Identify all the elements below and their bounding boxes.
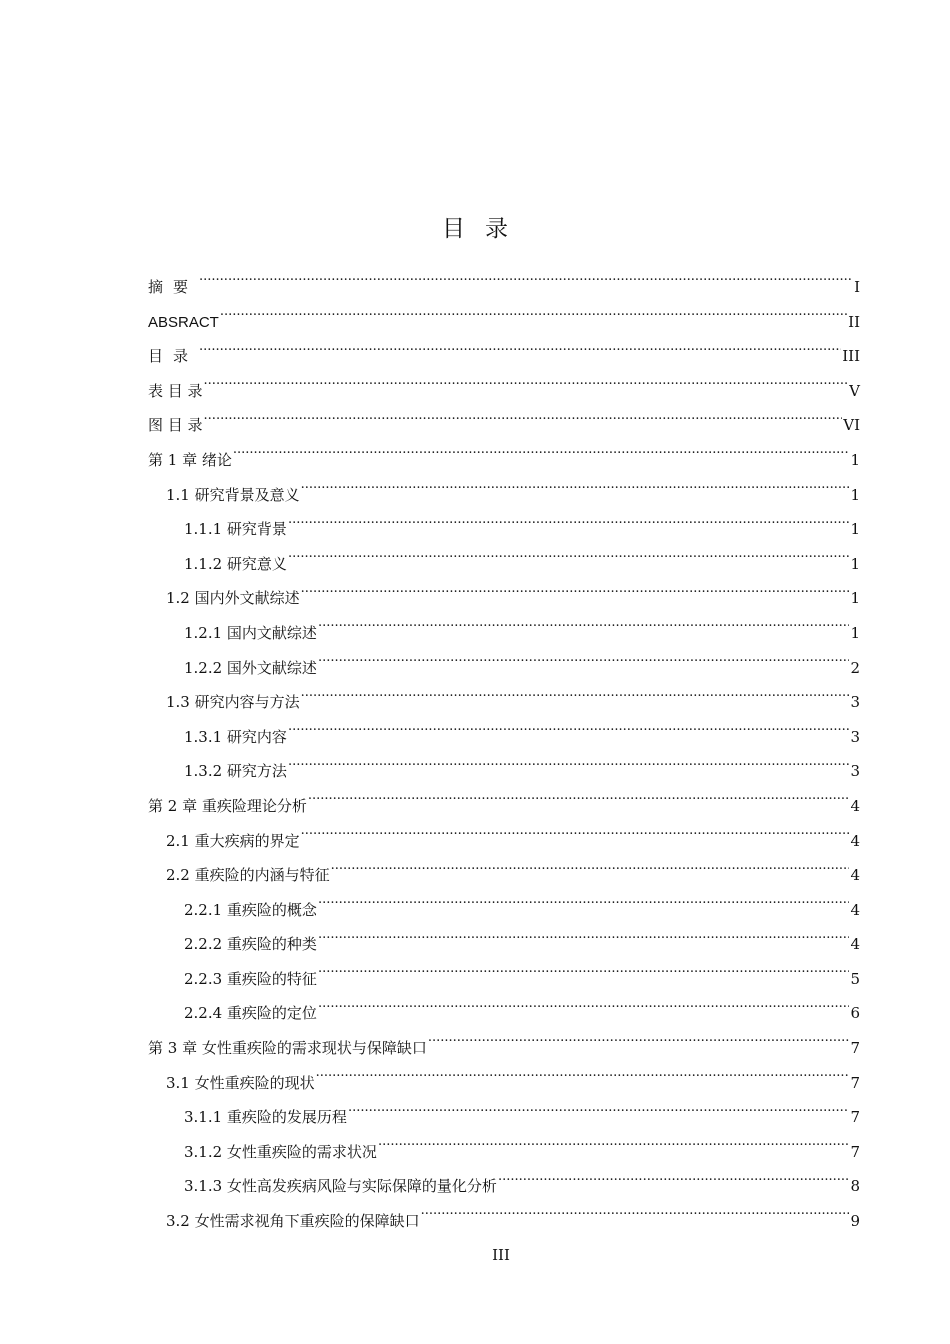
toc-entry[interactable] xyxy=(148,858,860,893)
footer-page-number: III xyxy=(492,1246,510,1264)
toc-entry-label: ABSRACT xyxy=(148,313,219,331)
toc-entry-page-number: III xyxy=(842,347,860,366)
toc-entry-label: 3.1.1 重疾险的发展历程 xyxy=(184,1108,347,1127)
toc-entry[interactable] xyxy=(148,581,860,616)
page-title: 目录 xyxy=(442,216,528,242)
toc-entry-page-number: 3 xyxy=(850,693,860,712)
toc-entry[interactable] xyxy=(148,1135,860,1170)
toc-dot-leader xyxy=(308,796,850,811)
toc-entry-label: 1.3.1 研究内容 xyxy=(184,727,287,746)
toc-dot-leader xyxy=(316,1073,850,1088)
toc-dot-leader xyxy=(498,1176,850,1191)
toc-dot-leader xyxy=(301,485,850,500)
toc-dot-leader xyxy=(204,415,843,430)
toc-entry[interactable] xyxy=(148,616,860,651)
toc-entry-page-number: 4 xyxy=(850,831,860,850)
toc-dot-leader xyxy=(318,934,850,949)
toc-entry[interactable] xyxy=(148,754,860,789)
toc-dot-leader xyxy=(288,554,850,569)
toc-dot-leader xyxy=(204,381,849,396)
toc-entry-page-number: 2 xyxy=(850,658,860,677)
toc-entry-page-number: 4 xyxy=(850,935,860,954)
toc-entry-label: 目录 xyxy=(148,347,199,366)
toc-dot-leader xyxy=(288,727,850,742)
toc-entry-page-number: 8 xyxy=(850,1177,860,1196)
toc-entry-label: 1.2.1 国内文献综述 xyxy=(184,623,317,642)
toc-entry-page-number: 3 xyxy=(850,762,860,781)
toc-dot-leader xyxy=(301,692,850,707)
toc-entry-label: 1.1.1 研究背景 xyxy=(184,520,287,539)
toc-entry-label: 2.2.2 重疾险的种类 xyxy=(184,935,317,954)
toc-entry-page-number: 7 xyxy=(850,1108,860,1127)
toc-entry-page-number: 1 xyxy=(850,623,860,642)
toc-dot-leader xyxy=(318,969,850,984)
toc-dot-leader xyxy=(199,346,841,361)
toc-dot-leader xyxy=(318,658,850,673)
toc-entry[interactable] xyxy=(148,547,860,582)
toc-dot-leader xyxy=(318,623,850,638)
toc-entry[interactable] xyxy=(148,1169,860,1204)
toc-entry[interactable] xyxy=(148,824,860,859)
toc-entry-page-number: 7 xyxy=(850,1142,860,1161)
toc-entry[interactable] xyxy=(148,1204,860,1239)
toc-dot-leader xyxy=(318,900,850,915)
toc-entry-label: 2.2 重疾险的内涵与特征 xyxy=(166,866,330,885)
toc-entry-label: 3.1.2 女性重疾险的需求状况 xyxy=(184,1142,377,1161)
toc-entry-page-number: 1 xyxy=(850,520,860,539)
toc-entry-label: 3.1.3 女性高发疾病风险与实际保障的量化分析 xyxy=(184,1177,497,1196)
toc-entry[interactable] xyxy=(148,927,860,962)
toc-dot-leader xyxy=(301,831,850,846)
toc-entry-label: 第 2 章 重疾险理论分析 xyxy=(148,796,307,815)
toc-entry-page-number: 1 xyxy=(850,450,860,469)
toc-entry-page-number: 9 xyxy=(850,1212,860,1231)
toc-entry-label: 第 3 章 女性重疾险的需求现状与保障缺口 xyxy=(148,1039,427,1058)
toc-entry-label: 3.1 女性重疾险的现状 xyxy=(166,1073,315,1092)
toc-entry[interactable] xyxy=(148,893,860,928)
toc-dot-leader xyxy=(421,1211,850,1226)
toc-entry-label: 第 1 章 绪论 xyxy=(148,450,232,469)
toc-entry[interactable] xyxy=(148,305,860,340)
toc-dot-leader xyxy=(199,277,853,292)
toc-entry-label: 1.2 国内外文献综述 xyxy=(166,589,300,608)
toc-entry-page-number: II xyxy=(848,312,860,331)
toc-entry-page-number: 4 xyxy=(850,866,860,885)
toc-dot-leader xyxy=(301,588,850,603)
toc-dot-leader xyxy=(318,1003,850,1018)
toc-entry-page-number: 6 xyxy=(850,1004,860,1023)
toc-entry-page-number: V xyxy=(849,381,860,400)
toc-entry[interactable] xyxy=(148,651,860,686)
toc-dot-leader xyxy=(220,312,847,327)
toc-entry-label: 1.1.2 研究意义 xyxy=(184,554,287,573)
toc-entry-label: 1.3.2 研究方法 xyxy=(184,762,287,781)
toc-dot-leader xyxy=(428,1038,850,1053)
toc-dot-leader xyxy=(348,1107,850,1122)
toc-entry[interactable] xyxy=(148,1031,860,1066)
toc-entry-page-number: 4 xyxy=(850,900,860,919)
toc-entry-page-number: 5 xyxy=(850,969,860,988)
toc-entry[interactable] xyxy=(148,443,860,478)
toc-entry-label: 1.1 研究背景及意义 xyxy=(166,485,300,504)
toc-entry-page-number: 1 xyxy=(850,589,860,608)
table-of-contents xyxy=(148,270,860,1239)
toc-entry-label: 摘要 xyxy=(148,278,199,296)
toc-entry[interactable] xyxy=(148,270,860,305)
toc-entry-label: 2.1 重大疾病的界定 xyxy=(166,831,300,850)
toc-entry-page-number: I xyxy=(854,278,860,296)
toc-entry[interactable] xyxy=(148,1066,860,1101)
toc-entry-page-number: 1 xyxy=(850,554,860,573)
toc-entry[interactable] xyxy=(148,408,860,443)
toc-entry-page-number: 1 xyxy=(850,485,860,504)
toc-entry[interactable] xyxy=(148,512,860,547)
toc-dot-leader xyxy=(378,1142,850,1157)
toc-dot-leader xyxy=(288,761,850,776)
toc-entry[interactable] xyxy=(148,339,860,374)
toc-dot-leader xyxy=(331,865,850,880)
toc-entry-page-number: VI xyxy=(843,416,860,435)
toc-entry[interactable] xyxy=(148,374,860,409)
toc-entry-label: 2.2.3 重疾险的特征 xyxy=(184,969,317,988)
toc-entry-label: 3.2 女性需求视角下重疾险的保障缺口 xyxy=(166,1212,420,1231)
toc-entry[interactable] xyxy=(148,1100,860,1135)
toc-entry-label: 表 目 录 xyxy=(148,381,203,400)
toc-entry[interactable] xyxy=(148,720,860,755)
toc-entry-page-number: 3 xyxy=(850,727,860,746)
toc-entry[interactable] xyxy=(148,478,860,513)
toc-dot-leader xyxy=(233,450,850,465)
toc-entry-label: 2.2.1 重疾险的概念 xyxy=(184,900,317,919)
toc-entry-label: 图 目 录 xyxy=(148,416,203,435)
toc-entry[interactable] xyxy=(148,685,860,720)
toc-entry-page-number: 7 xyxy=(850,1039,860,1058)
toc-entry-label: 1.3 研究内容与方法 xyxy=(166,693,300,712)
toc-entry[interactable] xyxy=(148,962,860,997)
toc-dot-leader xyxy=(288,519,850,534)
toc-entry-label: 2.2.4 重疾险的定位 xyxy=(184,1004,317,1023)
toc-entry-label: 1.2.2 国外文献综述 xyxy=(184,658,317,677)
toc-entry-page-number: 7 xyxy=(850,1073,860,1092)
toc-entry[interactable] xyxy=(148,789,860,824)
toc-entry-page-number: 4 xyxy=(850,796,860,815)
toc-entry[interactable] xyxy=(148,996,860,1031)
